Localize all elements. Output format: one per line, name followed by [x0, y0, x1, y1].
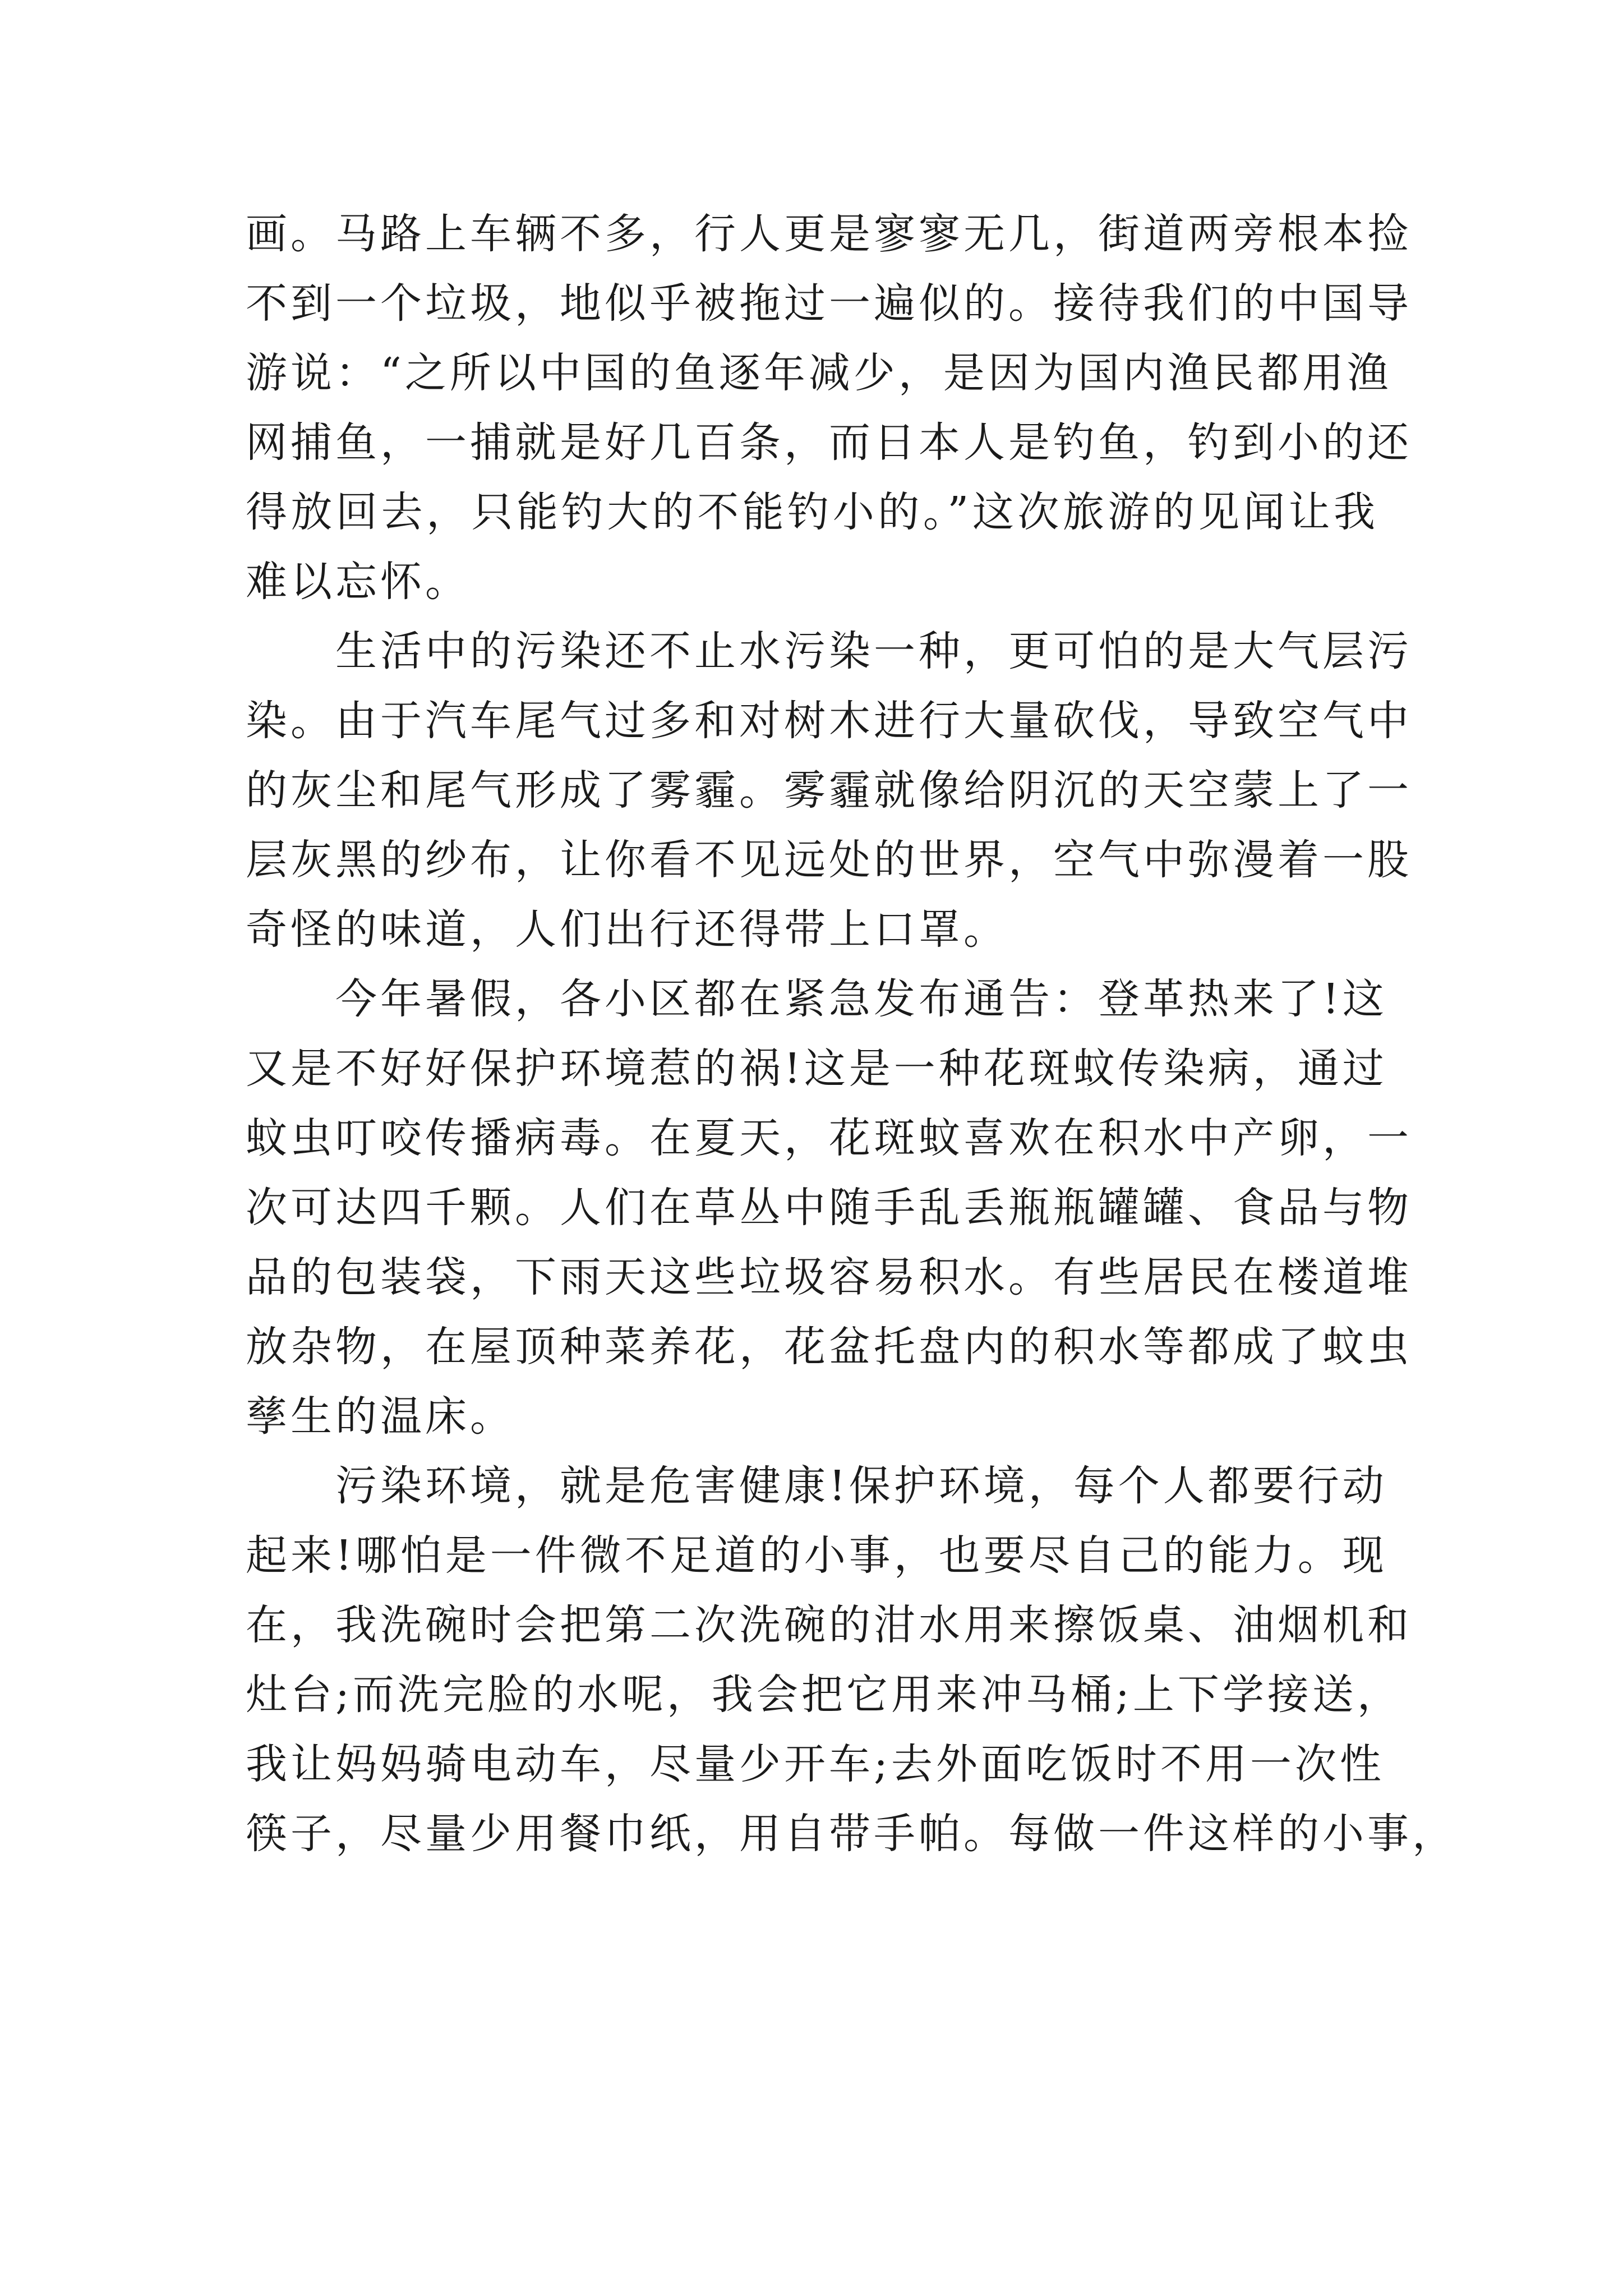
paragraph-3-line-2: 又是不好好保护环境惹的祸!这是一种花斑蚊传染病，通过	[246, 1045, 1387, 1093]
paragraph-4-line-5: 我让妈妈骑电动车，尽量少开车;去外面吃饭时不用一次性	[246, 1740, 1385, 1788]
paragraph-2-line-5: 奇怪的味道，人们出行还得带上口罩。	[246, 905, 1008, 954]
paragraph-2-line-1: 生活中的污染还不止水污染一种，更可怕的是大气层污	[335, 627, 1412, 675]
paragraph-4-line-6: 筷子，尽量少用餐巾纸，用自带手帕。每做一件这样的小事，	[246, 1810, 1457, 1858]
paragraph-1-line-4: 网捕鱼，一捕就是好几百条，而日本人是钓鱼，钓到小的还	[246, 418, 1412, 467]
paragraph-1-line-2: 不到一个垃圾，地似乎被拖过一遍似的。接待我们的中国导	[246, 279, 1412, 328]
paragraph-2-line-3: 的灰尘和尾气形成了雾霾。雾霾就像给阴沉的天空蒙上了一	[246, 766, 1412, 815]
paragraph-3-line-7: 孳生的温床。	[246, 1392, 515, 1441]
paragraph-2-line-4: 层灰黑的纱布，让你看不见远处的世界，空气中弥漫着一股	[246, 836, 1412, 884]
paragraph-4-line-4: 灶台;而洗完脸的水呢，我会把它用来冲马桶;上下学接送，	[246, 1671, 1402, 1719]
paragraph-3-line-3: 蚊虫叮咬传播病毒。在夏天，花斑蚊喜欢在积水中产卵，一	[246, 1114, 1412, 1162]
paragraph-4-line-1: 污染环境，就是危害健康!保护环境，每个人都要行动	[335, 1462, 1387, 1510]
paragraph-3-line-6: 放杂物，在屋顶种菜养花，花盆托盘内的积水等都成了蚊虫	[246, 1323, 1412, 1371]
paragraph-3-line-5: 品的包装袋，下雨天这些垃圾容易积水。有些居民在楼道堆	[246, 1253, 1412, 1301]
paragraph-1-line-1: 画。马路上车辆不多，行人更是寥寥无几，街道两旁根本捡	[246, 210, 1412, 258]
paragraph-1-line-3: 游说：“之所以中国的鱼逐年减少，是因为国内渔民都用渔	[246, 349, 1392, 397]
paragraph-1-line-5: 得放回去，只能钓大的不能钓小的。”这次旅游的见闻让我	[246, 488, 1378, 536]
paragraph-3-line-1: 今年暑假，各小区都在紧急发布通告：登革热来了!这	[335, 975, 1387, 1023]
paragraph-4-line-3: 在，我洗碗时会把第二次洗碗的泔水用来擦饭桌、油烟机和	[246, 1601, 1412, 1649]
paragraph-2-line-2: 染。由于汽车尾气过多和对树木进行大量砍伐，导致空气中	[246, 697, 1412, 745]
paragraph-4-line-2: 起来!哪怕是一件微不足道的小事，也要尽自己的能力。现	[246, 1531, 1387, 1580]
paragraph-1-line-6: 难以忘怀。	[246, 558, 470, 606]
paragraph-3-line-4: 次可达四千颗。人们在草丛中随手乱丢瓶瓶罐罐、食品与物	[246, 1184, 1412, 1232]
document-body	[246, 199, 1457, 1869]
